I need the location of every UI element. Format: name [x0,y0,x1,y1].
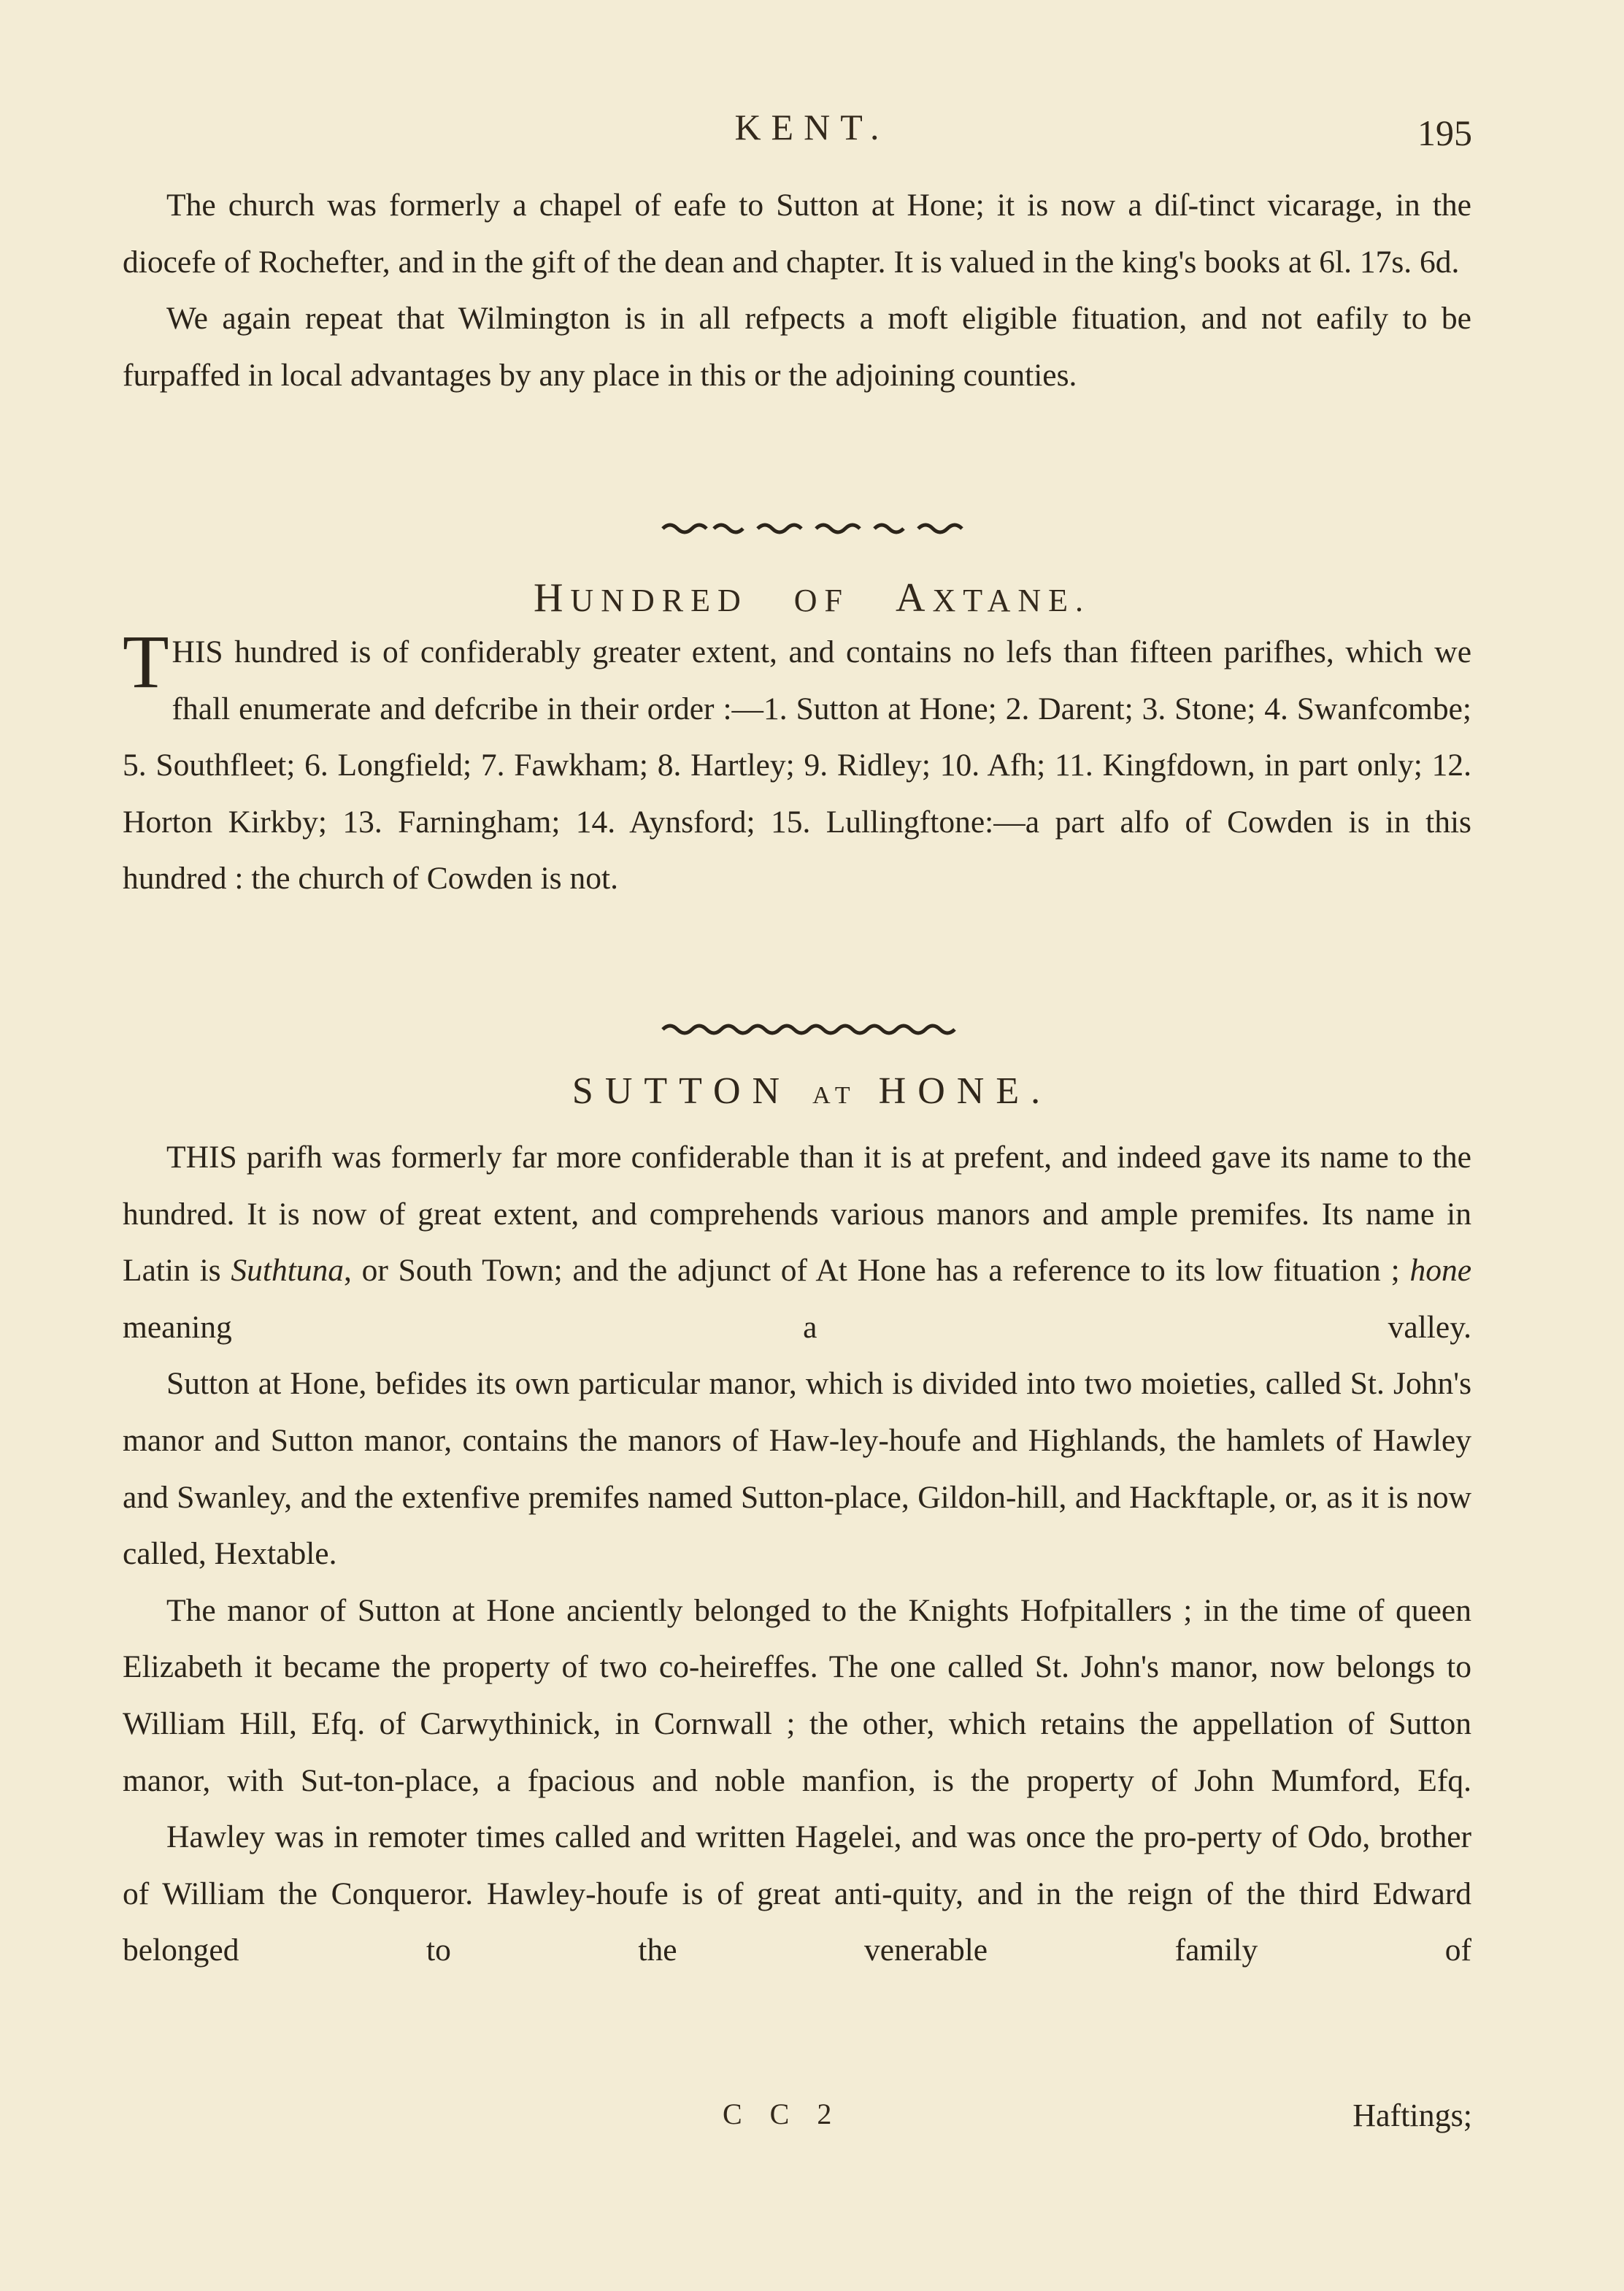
heading-word-hundred: UNDRED [570,583,748,618]
drop-cap: T [123,620,169,704]
heading-word-of: OF [793,583,850,618]
text-block-sutton [123,1129,1471,1979]
heading-word-axtane: XTANE. [932,583,1091,618]
parish-text-3: meaning a valley. [123,1309,1471,1345]
paragraph-wilmington: We again repeat that Wilmington is in all refpects a moft eligible fituation, and not eafily to be furpaffed in local advantages by any place in this or the adjoining counties. [123,301,1471,393]
hone-word: hone [1409,1253,1471,1289]
ornament-divider-2 [0,1021,1624,1039]
text-block-church [123,177,1471,404]
catchword: Haftings; [1352,2098,1472,2133]
page-number: 195 [1417,112,1472,153]
running-head: KENT. [734,107,890,147]
text-block-hundred [123,620,1471,907]
paragraph-parish [123,1129,1471,1356]
paragraph-hundred [123,620,1471,907]
heading-word-sutton: SUTTON [572,1070,792,1112]
flourish-icon [659,1021,966,1035]
heading-cap-a: A [896,575,933,621]
heading-cap-h: H [533,575,571,621]
hundred-heading [0,575,1624,621]
page-header [0,106,1624,157]
paragraph-manor-history: The manor of Sutton at Hone anciently belonged to the Knights Hofpitallers ; in the time of queen Elizabeth it became the property of two co-heireffes. The one called St. John's manor, now belongs to William Hill, Efq. of Carwythinick, in Cornwall ; the other, which retains the appellation of Sutton manor, with Sut-ton-place, a fpacious and noble manfion, is the property of John Mumford, Efq. [123,1592,1471,1798]
heading-word-hone: HONE. [878,1070,1052,1112]
paragraph-hundred-text: HIS hundred is of confiderably greater extent, and contains no lefs than fifteen parifhes, which we fhall enumerate and defcribe in their order :—1. Sutton at Hone; 2. Darent; 3. Stone; 4. Swanfcombe; 5. Southfleet; 6. Longfield; 7. Fawkham; 8. Hartley; 9. Ridley; 10. Afh; 11. Kingfdown, in part only; 12. Horton Kirkby; 13. Farningham; 14. Aynsford; 15. Lullingftone:—a part alfo of Cowden is in this hundred : the church of Cowden is not. [123,634,1471,897]
paragraph-hawley: Hawley was in remoter times called and written Hagelei, and was once the pro-perty of Odo, brother of William the Conqueror. Hawley-houfe is of great anti-quity, and in the reign of the third Edward belonged to the venerable family of [123,1819,1471,1968]
page-footer [0,2097,1624,2148]
sutton-heading [0,1070,1624,1113]
latin-name: Suthtuna [231,1253,345,1289]
signature-mark: C C 2 [723,2098,842,2130]
parish-text-2: , or South Town; and the adjunct of At Hone has a reference to its low fituation ; [344,1253,1410,1289]
heading-word-at: AT [812,1082,858,1109]
flourish-icon [659,520,966,534]
paragraph-manors: Sutton at Hone, befides its own particular manor, which is divided into two moieties, called St. John's manor and Sutton manor, contains the manors of Haw-ley-houfe and Highlands, the hamlets of Hawley and Swanley, and the extenfive premifes named Sutton-place, Gildon-hill, and Hackftaple, or, as it is now called, Hextable. [123,1366,1471,1572]
ornament-divider-1 [0,520,1624,538]
parish-text-1: THIS parifh was formerly far more confiderable than it is at prefent, and indeed gave its name to the hundred. It is now of great extent, and comprehends various manors and ample premifes. Its name in Latin is [123,1140,1471,1289]
paragraph-church: The church was formerly a chapel of eafe to Sutton at Hone; it is now a diſ-tinct vicarage, in the diocefe of Rochefter, and in the gift of the dean and chapter. It is valued in the king's books at 6l. 17s. 6d. [123,188,1471,280]
